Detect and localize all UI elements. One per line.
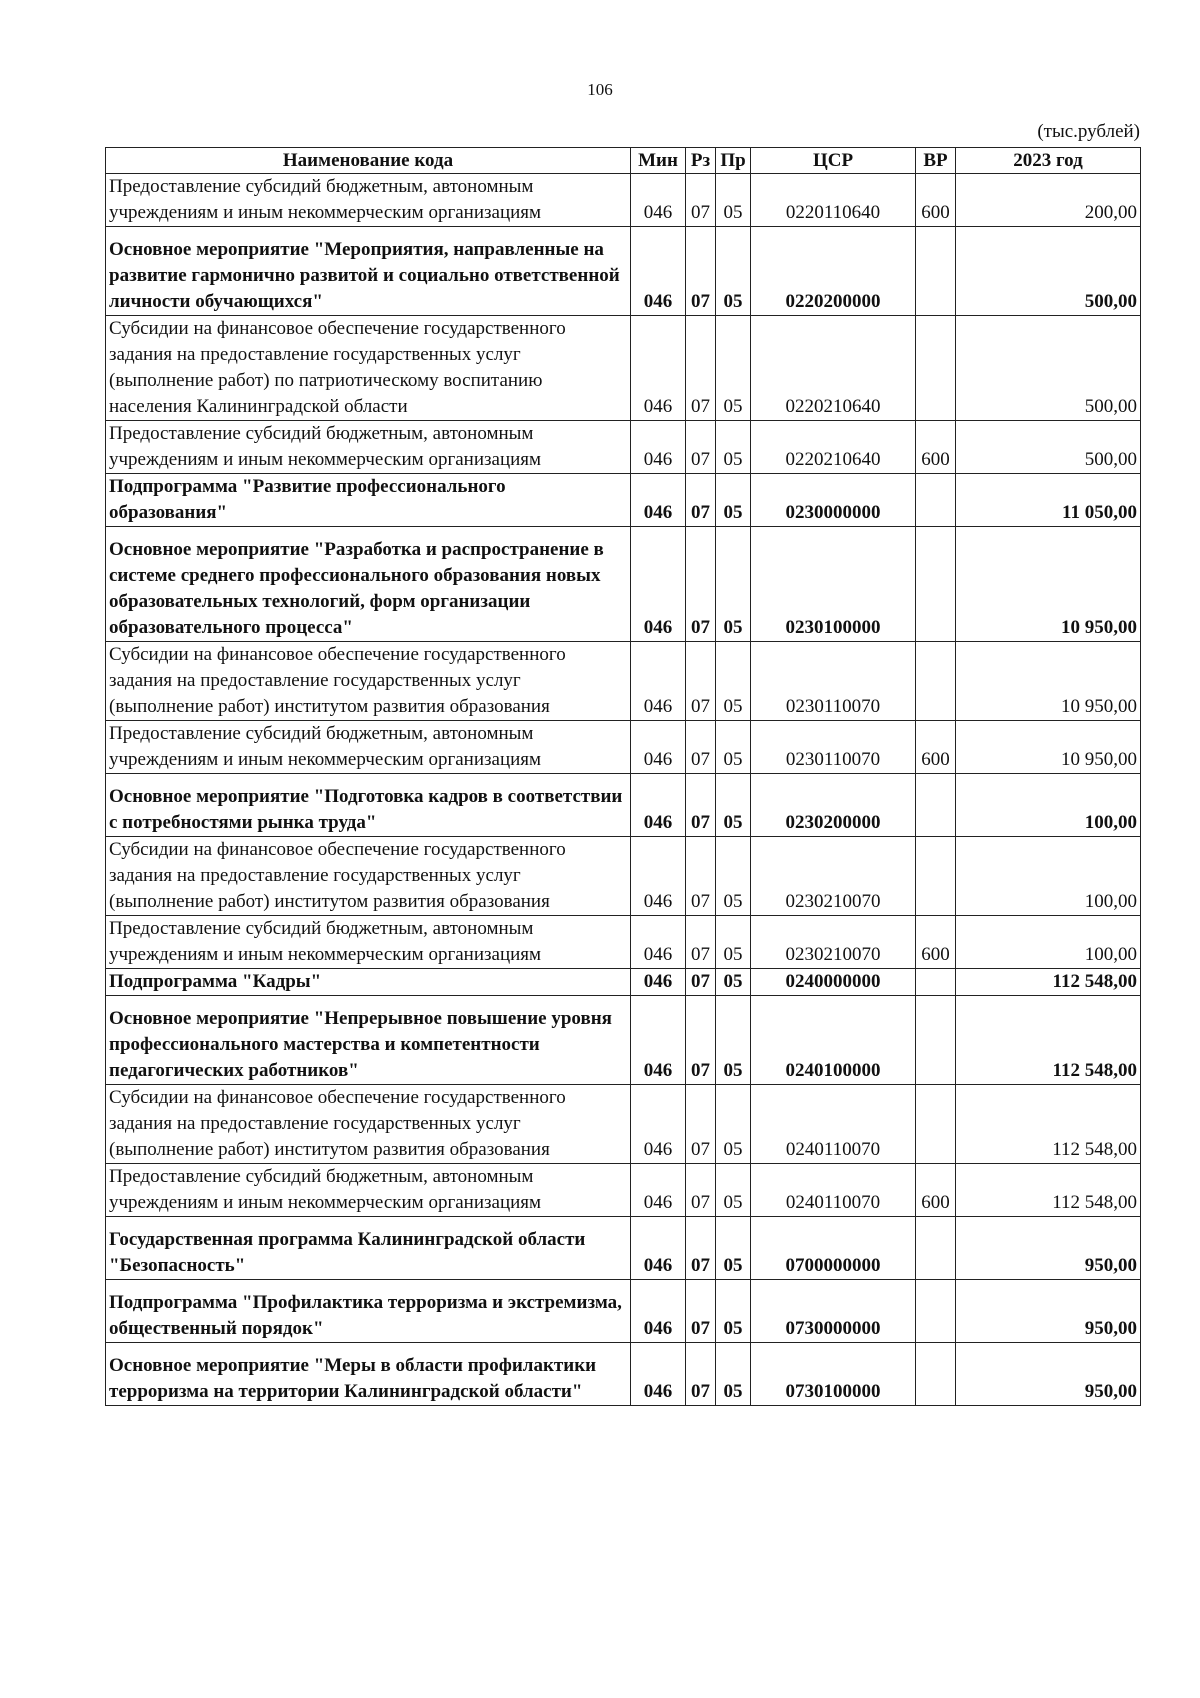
cell-min: 046 bbox=[631, 474, 686, 527]
budget-table bbox=[105, 147, 1141, 1406]
cell-min: 046 bbox=[631, 1217, 686, 1280]
cell-csr: 0240110070 bbox=[751, 1164, 916, 1217]
cell-vr bbox=[916, 1343, 956, 1406]
cell-name: Субсидии на финансовое обеспечение государственного задания на предоставление государственных услуг (выполнение работ) институтом развития образования bbox=[106, 642, 631, 721]
cell-rz: 07 bbox=[686, 1164, 716, 1217]
cell-rz: 07 bbox=[686, 1217, 716, 1280]
cell-pr: 05 bbox=[716, 174, 751, 227]
cell-rz: 07 bbox=[686, 1085, 716, 1164]
table-body bbox=[106, 174, 1141, 1406]
cell-min: 046 bbox=[631, 721, 686, 774]
cell-vr: 600 bbox=[916, 174, 956, 227]
cell-vr: 600 bbox=[916, 1164, 956, 1217]
cell-min: 046 bbox=[631, 996, 686, 1085]
cell-csr: 0230210070 bbox=[751, 916, 916, 969]
cell-name: Подпрограмма "Профилактика терроризма и экстремизма, общественный порядок" bbox=[106, 1280, 631, 1343]
table-row bbox=[106, 316, 1141, 421]
cell-pr: 05 bbox=[716, 1343, 751, 1406]
cell-csr: 0230210070 bbox=[751, 837, 916, 916]
cell-sum: 11 050,00 bbox=[956, 474, 1141, 527]
cell-csr: 0240110070 bbox=[751, 1085, 916, 1164]
cell-csr: 0220200000 bbox=[751, 227, 916, 316]
cell-sum: 100,00 bbox=[956, 916, 1141, 969]
cell-pr: 05 bbox=[716, 227, 751, 316]
table-row bbox=[106, 996, 1141, 1085]
cell-vr bbox=[916, 1217, 956, 1280]
cell-pr: 05 bbox=[716, 421, 751, 474]
header-rz: Рз bbox=[686, 148, 716, 174]
cell-csr: 0730100000 bbox=[751, 1343, 916, 1406]
table-row bbox=[106, 1085, 1141, 1164]
cell-rz: 07 bbox=[686, 174, 716, 227]
cell-pr: 05 bbox=[716, 996, 751, 1085]
cell-name: Основное мероприятие "Меры в области профилактики терроризма на территории Калининградской области" bbox=[106, 1343, 631, 1406]
cell-csr: 0230200000 bbox=[751, 774, 916, 837]
cell-sum: 112 548,00 bbox=[956, 1164, 1141, 1217]
cell-rz: 07 bbox=[686, 474, 716, 527]
cell-rz: 07 bbox=[686, 527, 716, 642]
cell-sum: 950,00 bbox=[956, 1217, 1141, 1280]
cell-csr: 0220110640 bbox=[751, 174, 916, 227]
table-row bbox=[106, 1280, 1141, 1343]
table-row bbox=[106, 837, 1141, 916]
units-label: (тыс.рублей) bbox=[1037, 121, 1140, 142]
cell-pr: 05 bbox=[716, 642, 751, 721]
cell-csr: 0230000000 bbox=[751, 474, 916, 527]
cell-vr bbox=[916, 316, 956, 421]
header-csr: ЦСР bbox=[751, 148, 916, 174]
cell-sum: 112 548,00 bbox=[956, 969, 1141, 996]
cell-vr bbox=[916, 227, 956, 316]
cell-sum: 112 548,00 bbox=[956, 1085, 1141, 1164]
cell-min: 046 bbox=[631, 774, 686, 837]
cell-name: Субсидии на финансовое обеспечение государственного задания на предоставление государственных услуг (выполнение работ) институтом развития образования bbox=[106, 837, 631, 916]
cell-name: Подпрограмма "Кадры" bbox=[106, 969, 631, 996]
cell-min: 046 bbox=[631, 316, 686, 421]
cell-sum: 10 950,00 bbox=[956, 527, 1141, 642]
table-row bbox=[106, 1343, 1141, 1406]
cell-rz: 07 bbox=[686, 1343, 716, 1406]
cell-pr: 05 bbox=[716, 1085, 751, 1164]
cell-vr bbox=[916, 1085, 956, 1164]
table-row bbox=[106, 969, 1141, 996]
cell-name: Субсидии на финансовое обеспечение государственного задания на предоставление государственных услуг (выполнение работ) институтом развития образования bbox=[106, 1085, 631, 1164]
cell-vr bbox=[916, 1280, 956, 1343]
cell-sum: 10 950,00 bbox=[956, 721, 1141, 774]
table-row bbox=[106, 174, 1141, 227]
cell-min: 046 bbox=[631, 1280, 686, 1343]
cell-vr bbox=[916, 774, 956, 837]
table-row bbox=[106, 227, 1141, 316]
header-name: Наименование кода bbox=[106, 148, 631, 174]
cell-min: 046 bbox=[631, 969, 686, 996]
cell-sum: 100,00 bbox=[956, 774, 1141, 837]
cell-csr: 0230110070 bbox=[751, 642, 916, 721]
cell-min: 046 bbox=[631, 642, 686, 721]
cell-csr: 0230110070 bbox=[751, 721, 916, 774]
page-number: 106 bbox=[587, 80, 613, 99]
cell-pr: 05 bbox=[716, 1164, 751, 1217]
cell-sum: 950,00 bbox=[956, 1280, 1141, 1343]
cell-name: Основное мероприятие "Непрерывное повышение уровня профессионального мастерства и компетентности педагогических работников" bbox=[106, 996, 631, 1085]
cell-rz: 07 bbox=[686, 969, 716, 996]
cell-min: 046 bbox=[631, 227, 686, 316]
cell-name: Подпрограмма "Развитие профессионального образования" bbox=[106, 474, 631, 527]
cell-min: 046 bbox=[631, 1343, 686, 1406]
cell-sum: 100,00 bbox=[956, 837, 1141, 916]
cell-sum: 500,00 bbox=[956, 227, 1141, 316]
cell-csr: 0220210640 bbox=[751, 316, 916, 421]
cell-vr bbox=[916, 527, 956, 642]
cell-pr: 05 bbox=[716, 721, 751, 774]
table-row bbox=[106, 774, 1141, 837]
header-vr: ВР bbox=[916, 148, 956, 174]
cell-pr: 05 bbox=[716, 474, 751, 527]
cell-min: 046 bbox=[631, 837, 686, 916]
cell-name: Субсидии на финансовое обеспечение государственного задания на предоставление государственных услуг (выполнение работ) по патриотическому воспитанию населения Калининградской области bbox=[106, 316, 631, 421]
cell-min: 046 bbox=[631, 1164, 686, 1217]
cell-rz: 07 bbox=[686, 227, 716, 316]
header-pr: Пр bbox=[716, 148, 751, 174]
cell-pr: 05 bbox=[716, 1217, 751, 1280]
cell-name: Предоставление субсидий бюджетным, автономным учреждениям и иным некоммерческим организациям bbox=[106, 916, 631, 969]
cell-pr: 05 bbox=[716, 527, 751, 642]
cell-pr: 05 bbox=[716, 1280, 751, 1343]
cell-rz: 07 bbox=[686, 837, 716, 916]
cell-pr: 05 bbox=[716, 969, 751, 996]
cell-sum: 200,00 bbox=[956, 174, 1141, 227]
cell-min: 046 bbox=[631, 174, 686, 227]
table-row bbox=[106, 642, 1141, 721]
table-row bbox=[106, 1164, 1141, 1217]
cell-sum: 500,00 bbox=[956, 316, 1141, 421]
table-row bbox=[106, 474, 1141, 527]
header-sum: 2023 год bbox=[956, 148, 1141, 174]
table-row bbox=[106, 421, 1141, 474]
cell-rz: 07 bbox=[686, 721, 716, 774]
cell-name: Основное мероприятие "Мероприятия, направленные на развитие гармонично развитой и социально ответственной личности обучающихся" bbox=[106, 227, 631, 316]
cell-vr: 600 bbox=[916, 721, 956, 774]
cell-pr: 05 bbox=[716, 916, 751, 969]
cell-pr: 05 bbox=[716, 774, 751, 837]
cell-vr bbox=[916, 996, 956, 1085]
cell-name: Государственная программа Калининградской области "Безопасность" bbox=[106, 1217, 631, 1280]
cell-csr: 0730000000 bbox=[751, 1280, 916, 1343]
cell-rz: 07 bbox=[686, 1280, 716, 1343]
cell-sum: 10 950,00 bbox=[956, 642, 1141, 721]
cell-rz: 07 bbox=[686, 774, 716, 837]
cell-rz: 07 bbox=[686, 996, 716, 1085]
cell-name: Предоставление субсидий бюджетным, автономным учреждениям и иным некоммерческим организациям bbox=[106, 1164, 631, 1217]
cell-vr bbox=[916, 837, 956, 916]
cell-min: 046 bbox=[631, 527, 686, 642]
cell-vr bbox=[916, 969, 956, 996]
cell-rz: 07 bbox=[686, 916, 716, 969]
cell-vr: 600 bbox=[916, 421, 956, 474]
cell-vr bbox=[916, 642, 956, 721]
table-row bbox=[106, 1217, 1141, 1280]
cell-name: Основное мероприятие "Подготовка кадров в соответствии с потребностями рынка труда" bbox=[106, 774, 631, 837]
table-header-row bbox=[106, 148, 1141, 174]
table-row bbox=[106, 721, 1141, 774]
cell-name: Предоставление субсидий бюджетным, автономным учреждениям и иным некоммерческим организациям bbox=[106, 721, 631, 774]
cell-csr: 0700000000 bbox=[751, 1217, 916, 1280]
cell-name: Основное мероприятие "Разработка и распространение в системе среднего профессионального образования новых образовательных технологий, форм организации образовательного процесса" bbox=[106, 527, 631, 642]
cell-csr: 0220210640 bbox=[751, 421, 916, 474]
cell-sum: 112 548,00 bbox=[956, 996, 1141, 1085]
cell-vr bbox=[916, 474, 956, 527]
cell-csr: 0240100000 bbox=[751, 996, 916, 1085]
cell-rz: 07 bbox=[686, 421, 716, 474]
cell-pr: 05 bbox=[716, 316, 751, 421]
cell-min: 046 bbox=[631, 421, 686, 474]
table-row bbox=[106, 916, 1141, 969]
cell-name: Предоставление субсидий бюджетным, автономным учреждениям и иным некоммерческим организациям bbox=[106, 421, 631, 474]
cell-rz: 07 bbox=[686, 642, 716, 721]
cell-sum: 950,00 bbox=[956, 1343, 1141, 1406]
cell-name: Предоставление субсидий бюджетным, автономным учреждениям и иным некоммерческим организациям bbox=[106, 174, 631, 227]
cell-min: 046 bbox=[631, 916, 686, 969]
cell-min: 046 bbox=[631, 1085, 686, 1164]
cell-pr: 05 bbox=[716, 837, 751, 916]
header-min: Мин bbox=[631, 148, 686, 174]
cell-vr: 600 bbox=[916, 916, 956, 969]
cell-sum: 500,00 bbox=[956, 421, 1141, 474]
cell-csr: 0240000000 bbox=[751, 969, 916, 996]
cell-rz: 07 bbox=[686, 316, 716, 421]
table-row bbox=[106, 527, 1141, 642]
cell-csr: 0230100000 bbox=[751, 527, 916, 642]
